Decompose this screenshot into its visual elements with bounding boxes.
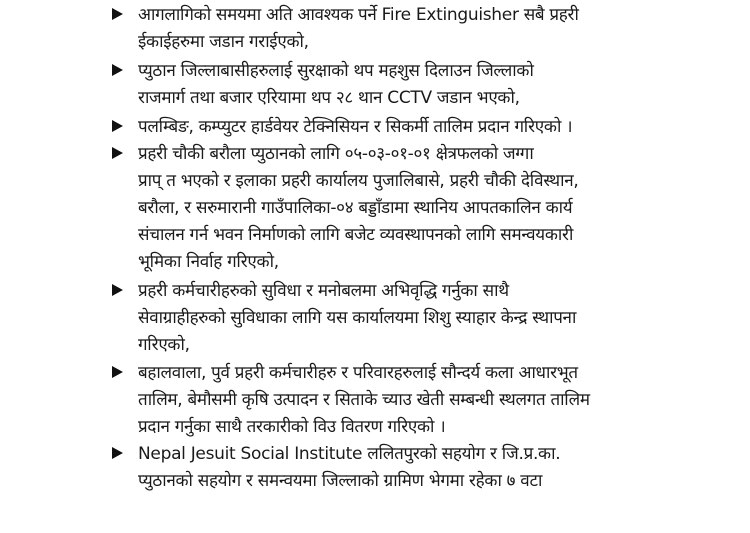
bullet-arrow-icon [112,8,123,20]
bullet-line: प्युठानको सहयोग र समन्वयमा जिल्लाको ग्रामिण भेगमा रहेका ७ वटा [138,471,543,491]
bullet-line: बरौला, र सरुमारानी गाउँपालिका-०४ बड्डाँडामा स्थानिय आपतकालिन कार्य [138,198,573,218]
bullet-line: प्रहरी कर्मचारीहरुको सुविधा र मनोबलमा अभिवृद्धि गर्नुका साथै [138,281,509,301]
bullet-arrow-icon [112,120,123,132]
bullet-line: बहालवाला, पुर्व प्रहरी कर्मचारीहरु र परिवारहरुलाई सौन्दर्य कला आधारभूत [138,363,578,383]
bullet-arrow-icon [112,366,123,378]
bullet-line: पलम्बिङ, कम्प्युटर हार्डवेयर टेक्निसियन र सिकर्मी तालिम प्रदान गरिएको । [138,117,573,137]
bullet-line: Nepal Jesuit Social Institute ललितपुरको सहयोग र जि.प्र.का. [138,444,561,464]
bullet-arrow-icon [112,284,123,296]
bullet-line: गरिएको, [138,335,190,355]
bullet-line: तालिम, बेमौसमी कृषि उत्पादन र सिताके च्याउ खेती सम्बन्धी स्थलगत तालिम [138,390,590,410]
bullet-line: प्राप् त भएको र इलाका प्रहरी कार्यालय पुजालिबासे, प्रहरी चौकी देविस्थान, [138,171,579,191]
bullet-arrow-icon [112,447,123,459]
bullet-arrow-icon [112,147,123,159]
bullet-line: आगलागिको समयमा अति आवश्यक पर्ने Fire Extinguisher सबै प्रहरी [138,5,579,25]
bullet-line: भूमिका निर्वाह गरिएको, [138,252,279,272]
bullet-arrow-icon [112,64,123,76]
bullet-line: सेवाग्राहीहरुको सुविधाका लागि यस कार्यालयमा शिशु स्याहार केन्द्र स्थापना [138,308,577,328]
bullet-line: ईकाईहरुमा जडान गराईएको, [138,32,309,52]
bullet-line: राजमार्ग तथा बजार एरियामा थप २८ थान CCTV जडान भएको, [138,88,520,108]
bullet-line: संचालन गर्न भवन निर्माणको लागि बजेट व्यवस्थापनको लागि समन्वयकारी [138,225,574,245]
bullet-line: प्रदान गर्नुका साथै तरकारीको विउ वितरण गरिएको । [138,417,446,437]
bullet-line: प्युठान जिल्लाबासीहरुलाई सुरक्षाको थप महशुस दिलाउन जिल्लाको [138,61,534,81]
bullet-line: प्रहरी चौकी बरौला प्युठानको लागि ०५-०३-०१-०१ क्षेत्रफलको जग्गा [138,144,534,164]
